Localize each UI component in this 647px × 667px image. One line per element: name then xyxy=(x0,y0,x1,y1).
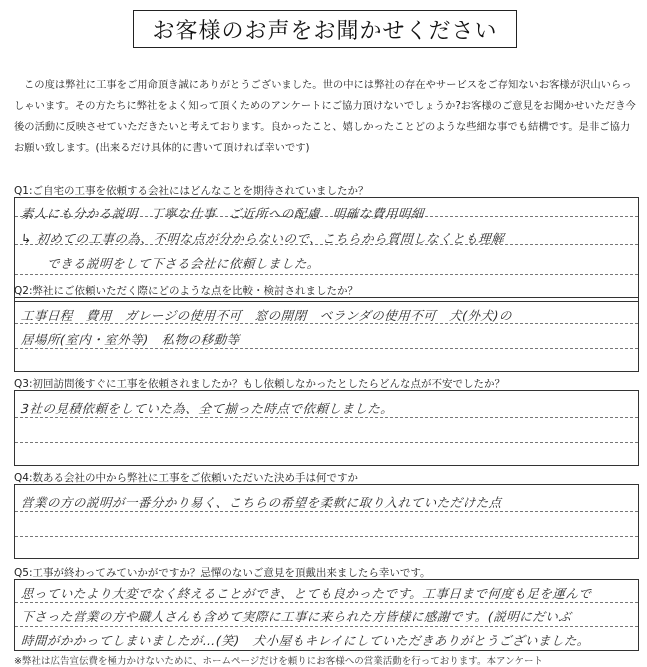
page-title: お客様のお声をお聞かせください xyxy=(133,10,517,48)
footer-note: ※弊社は広告宣伝費を極力かけないために、ホームページだけを頼りにお客様への営業活動を行っております。本アンケート xyxy=(14,656,543,667)
question-3-answer-line-1: 3社の見積依頼をしていた為、全て揃った時点で依頼しました。 xyxy=(20,401,394,416)
intro-paragraph: この度は弊社に工事をご用命頂き誠にありがとうございました。世の中には弊社の存在やサービスをご存知ないお客様が沢山いらっしゃいます。その方たちに弊社をよく知って頂くためのアンケートにご協力頂けないでしょうか?お客様のご意見をお聞かせいただき今後の活動に反映させていただきたいと考えております。良かったこと、嬉しかったことどのような些細な事でも結構です。是非ご協力お願い致します。(出来るだけ具体的に書いて頂ければ幸いです) xyxy=(14,79,636,154)
question-5-answer-line-3: 時間がかかってしまいましたが…(笑) 犬小屋もキレイにしていただきありがとうございました。 xyxy=(20,633,591,648)
question-2-answer-line-2: 居場所(室内・室外等) 私物の移動等 xyxy=(20,332,241,347)
question-2-answer-box xyxy=(14,297,639,372)
question-5-answer-line-2: 下さった営業の方や職人さんも含めて実際に工事に来られた方皆様に感謝です。(説明にだいぶ xyxy=(20,609,572,624)
question-1-answer-line-1: 素人にも分かる説明 丁寧な仕事 ご近所への配慮 明確な費用明細 xyxy=(20,206,425,221)
question-1-label: Q1:ご自宅の工事を依頼する会社にはどんなことを期待されていましたか？ xyxy=(14,185,369,197)
question-5-answer-box xyxy=(14,579,639,651)
question-1-answer-line-3: できる説明をして下さる会社に依頼しました。 xyxy=(46,256,321,271)
answer-line xyxy=(15,602,638,603)
question-1-answer-line-2: ↳ 初めての工事の為、不明な点が分からないので、こちらから質問しなくとも理解 xyxy=(20,231,505,246)
question-2-answer-line-1: 工事日程 費用 ガレージの使用不可 窓の開閉 ベランダの使用不可 犬(外犬)の xyxy=(20,308,513,323)
question-3-label: Q3:初回訪問後すぐに工事を依頼されましたか？もし依頼しなかったとしたらどんな点が不安でしたか？ xyxy=(14,378,505,390)
answer-line xyxy=(15,536,638,537)
answer-line xyxy=(15,417,638,418)
answer-line xyxy=(15,348,638,349)
question-4-label: Q4:数ある会社の中から弊社に工事をご依頼いただいた決め手は何ですか xyxy=(14,472,358,484)
answer-line xyxy=(15,274,638,275)
question-4-answer-box xyxy=(14,484,639,559)
question-3-answer-box xyxy=(14,390,639,466)
question-2-label: Q2:弊社にご依頼いただく際にどのような点を比較・検討されましたか？ xyxy=(14,285,358,297)
answer-line xyxy=(15,442,638,443)
answer-line xyxy=(15,626,638,627)
question-5-answer-line-1: 思っていたより大変でなく終えることができ、とても良かったです。工事日まで何度も足を運んで xyxy=(20,586,593,601)
answer-line xyxy=(15,511,638,512)
question-5-label: Q5:工事が終わってみていかがですか？忌憚のないご意見を頂戴出来ましたら幸いです。 xyxy=(14,567,431,579)
question-4-answer-line-1: 営業の方の説明が一番分かり易く、こちらの希望を柔軟に取り入れていただけた点 xyxy=(20,495,503,510)
